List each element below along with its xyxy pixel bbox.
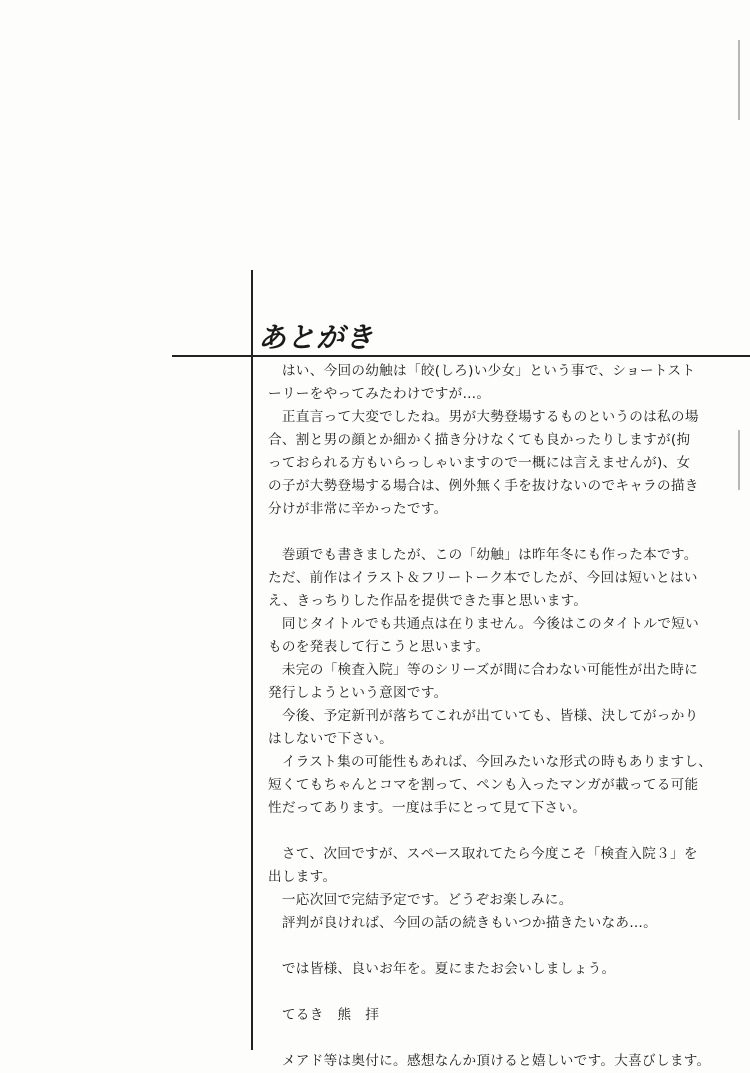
- scan-edge-mark: [738, 40, 740, 120]
- text-line: さて、次回ですが、スペース取れてたら今度こそ「検査入院３」を: [281, 846, 698, 862]
- text-line: え、きっちりした作品を提供できた事と思います。: [268, 593, 588, 609]
- text-line: ものを発表して行こうと思います。: [268, 639, 490, 655]
- text-line: 未完の「検査入院」等のシリーズが間に合わない可能性が出た時に: [281, 662, 699, 678]
- text-line: 合、割と男の顔とか細かく描き分けなくても良かったりしますが(拘: [268, 432, 691, 448]
- text-line: イラスト集の可能性もあれば、今回みたいな形式の時もありますし、: [281, 754, 713, 770]
- signature: てるき 熊 拝: [281, 1007, 380, 1023]
- vertical-rule: [251, 270, 253, 1050]
- afterword-body: [268, 360, 738, 1073]
- text-line: 評判が良ければ、今回の話の続きもいつか描きたいなあ…。: [281, 915, 658, 931]
- text-line: ーリーをやってみたわけですが…。: [268, 386, 491, 402]
- text-line: ただ、前作はイラスト＆フリートーク本でしたが、今回は短いとはい: [268, 570, 698, 586]
- text-line: っておられる方もいらっしゃいますので一概には言えませんが)、女: [268, 455, 691, 471]
- text-line: 正直言って大変でしたね。男が大勢登場するものというのは私の場: [281, 409, 699, 425]
- text-line: 発行しようという意図です。: [268, 685, 448, 701]
- text-line: では皆様、良いお年を。夏にまたお会いしましょう。: [281, 961, 616, 977]
- text-line: 短くてもちゃんとコマを割って、ペンも入ったマンガが載ってる可能: [268, 777, 699, 793]
- text-line: メアド等は奥付に。感想なんか頂けると嬉しいです。大喜びします。: [281, 1053, 711, 1069]
- text-line: 分けが非常に辛かったです。: [268, 501, 448, 517]
- text-line: 巻頭でも書きましたが、この「幼触」は昨年冬にも作った本です。: [281, 547, 698, 563]
- page-title: あとがき: [258, 321, 375, 354]
- text-line: 性だってあります。一度は手にとって見て下さい。: [268, 800, 587, 816]
- text-line: はい、今回の幼触は「皎(しろ)い少女」という事で、ショートスト: [281, 363, 696, 379]
- scan-edge-mark: [738, 430, 740, 490]
- text-line: 出します。: [268, 869, 337, 885]
- text-line: 同じタイトルでも共通点は在りません。今後はこのタイトルで短い: [281, 616, 699, 632]
- text-line: の子が大勢登場する場合は、例外無く手を抜けないのでキャラの描き: [268, 478, 699, 494]
- text-line: 今後、予定新刊が落ちてこれが出ていても、皆様、決してがっかり: [281, 708, 699, 724]
- text-line: 一応次回で完結予定です。どうぞお楽しみに。: [281, 892, 573, 908]
- text-line: はしないで下さい。: [268, 731, 394, 747]
